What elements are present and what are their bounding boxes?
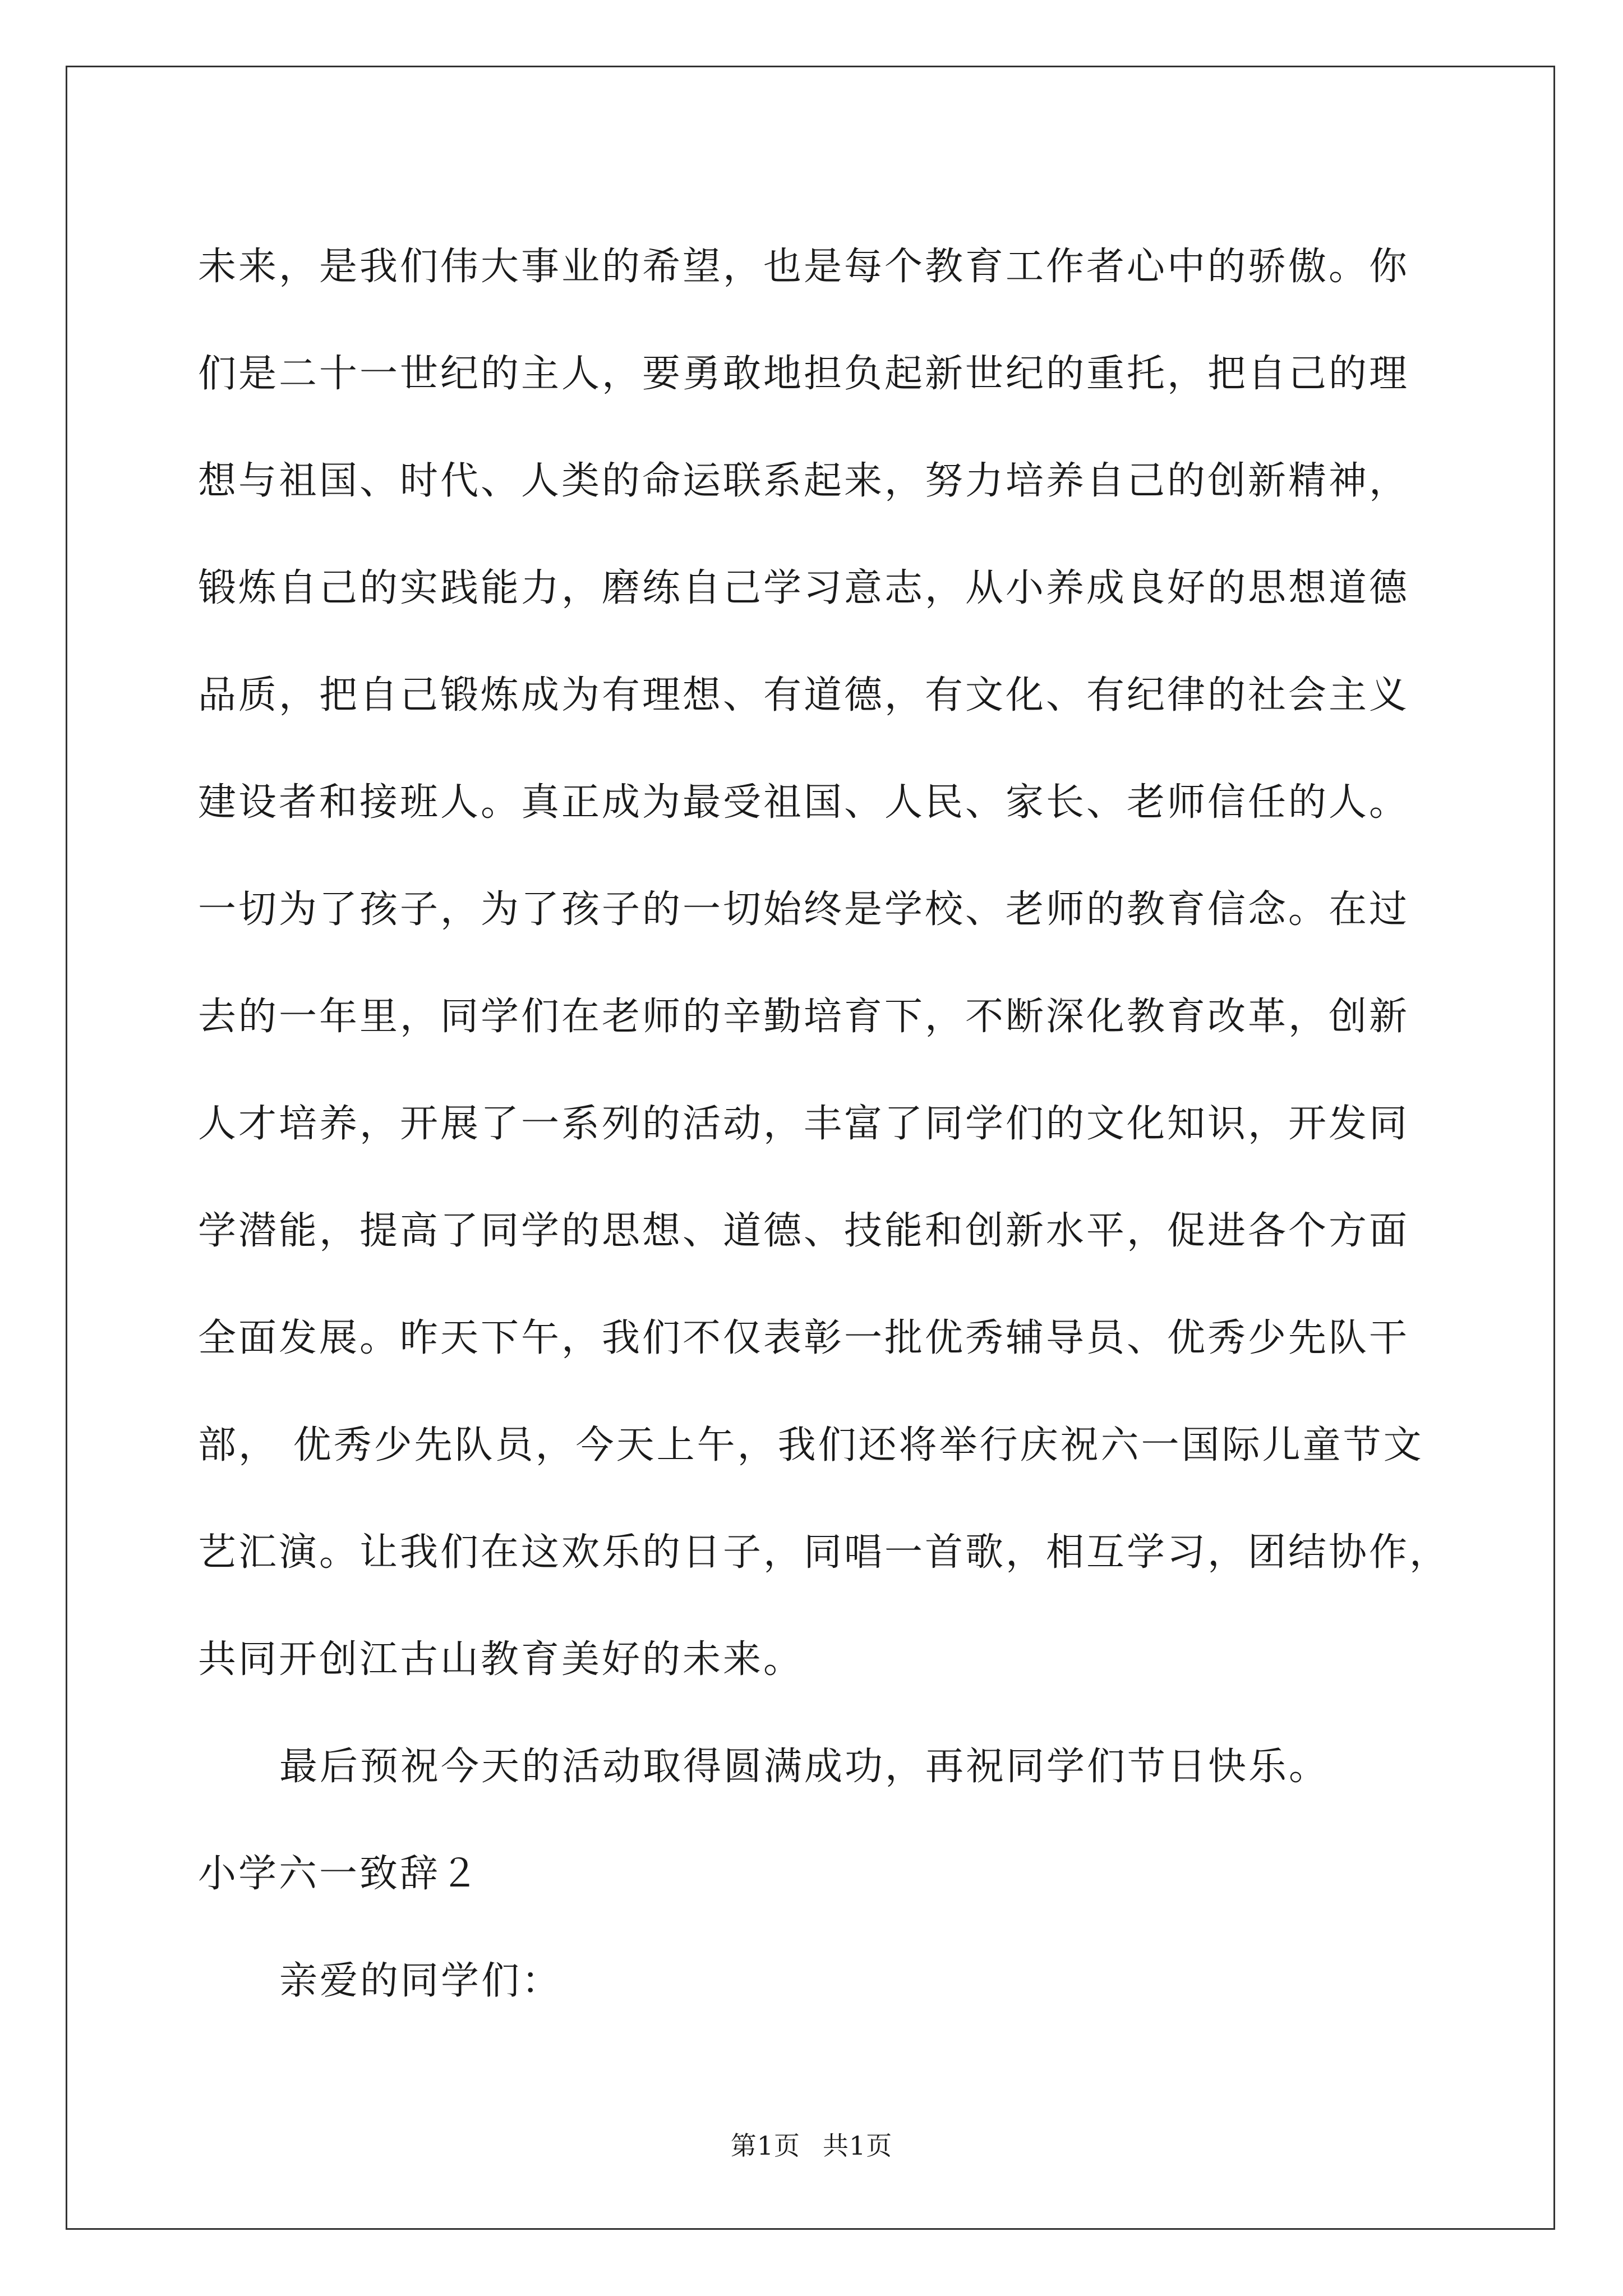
- text-line: 们是二十一世纪的主人，要勇敢地担负起新世纪的重托，把自己的理: [198, 352, 1410, 396]
- text-line: 最后预祝今天的活动取得圆满成功，再祝同学们节日快乐。: [279, 1745, 1330, 1789]
- text-line: 亲爱的同学们：: [279, 1959, 562, 2003]
- text-line: 锻炼自己的实践能力，磨练自己学习意志，从小养成良好的思想道德: [198, 566, 1410, 610]
- text-line: 人才培养，开展了一系列的活动，丰富了同学们的文化知识，开发同: [198, 1102, 1410, 1146]
- page-total: 共1页: [823, 2131, 893, 2161]
- page-footer: [0, 2129, 1623, 2162]
- text-line: 去的一年里，同学们在老师的辛勤培育下，不断深化教育改革，创新: [198, 995, 1410, 1039]
- text-line: 学潜能，提高了同学的思想、道德、技能和创新水平，促进各个方面: [198, 1209, 1410, 1253]
- text-line: 全面发展。昨天下午，我们不仅表彰一批优秀辅导员、优秀少先队干: [198, 1316, 1410, 1360]
- text-line: 艺汇演。让我们在这欢乐的日子，同唱一首歌，相互学习，团结协作，: [198, 1530, 1450, 1575]
- text-line: 未来，是我们伟大事业的希望，也是每个教育工作者心中的骄傲。你: [198, 245, 1410, 289]
- text-line: 想与祖国、时代、人类的命运联系起来，努力培养自己的创新精神，: [198, 459, 1410, 503]
- page-number: 第1页: [730, 2131, 800, 2161]
- document-body: [198, 213, 1488, 2035]
- text-line: 共同开创江古山教育美好的未来。: [198, 1637, 804, 1682]
- text-line: 建设者和接班人。真正成为最受祖国、人民、家长、老师信任的人。: [198, 780, 1410, 825]
- text-line: 小学六一致辞２: [198, 1852, 481, 1896]
- text-line: 一切为了孩子，为了孩子的一切始终是学校、老师的教育信念。在过: [198, 887, 1410, 932]
- text-line: 品质，把自己锻炼成为有理想、有道德，有文化、有纪律的社会主义: [198, 673, 1410, 717]
- text-line: 部， 优秀少先队员，今天上午，我们还将举行庆祝六一国际儿童节文: [198, 1423, 1424, 1467]
